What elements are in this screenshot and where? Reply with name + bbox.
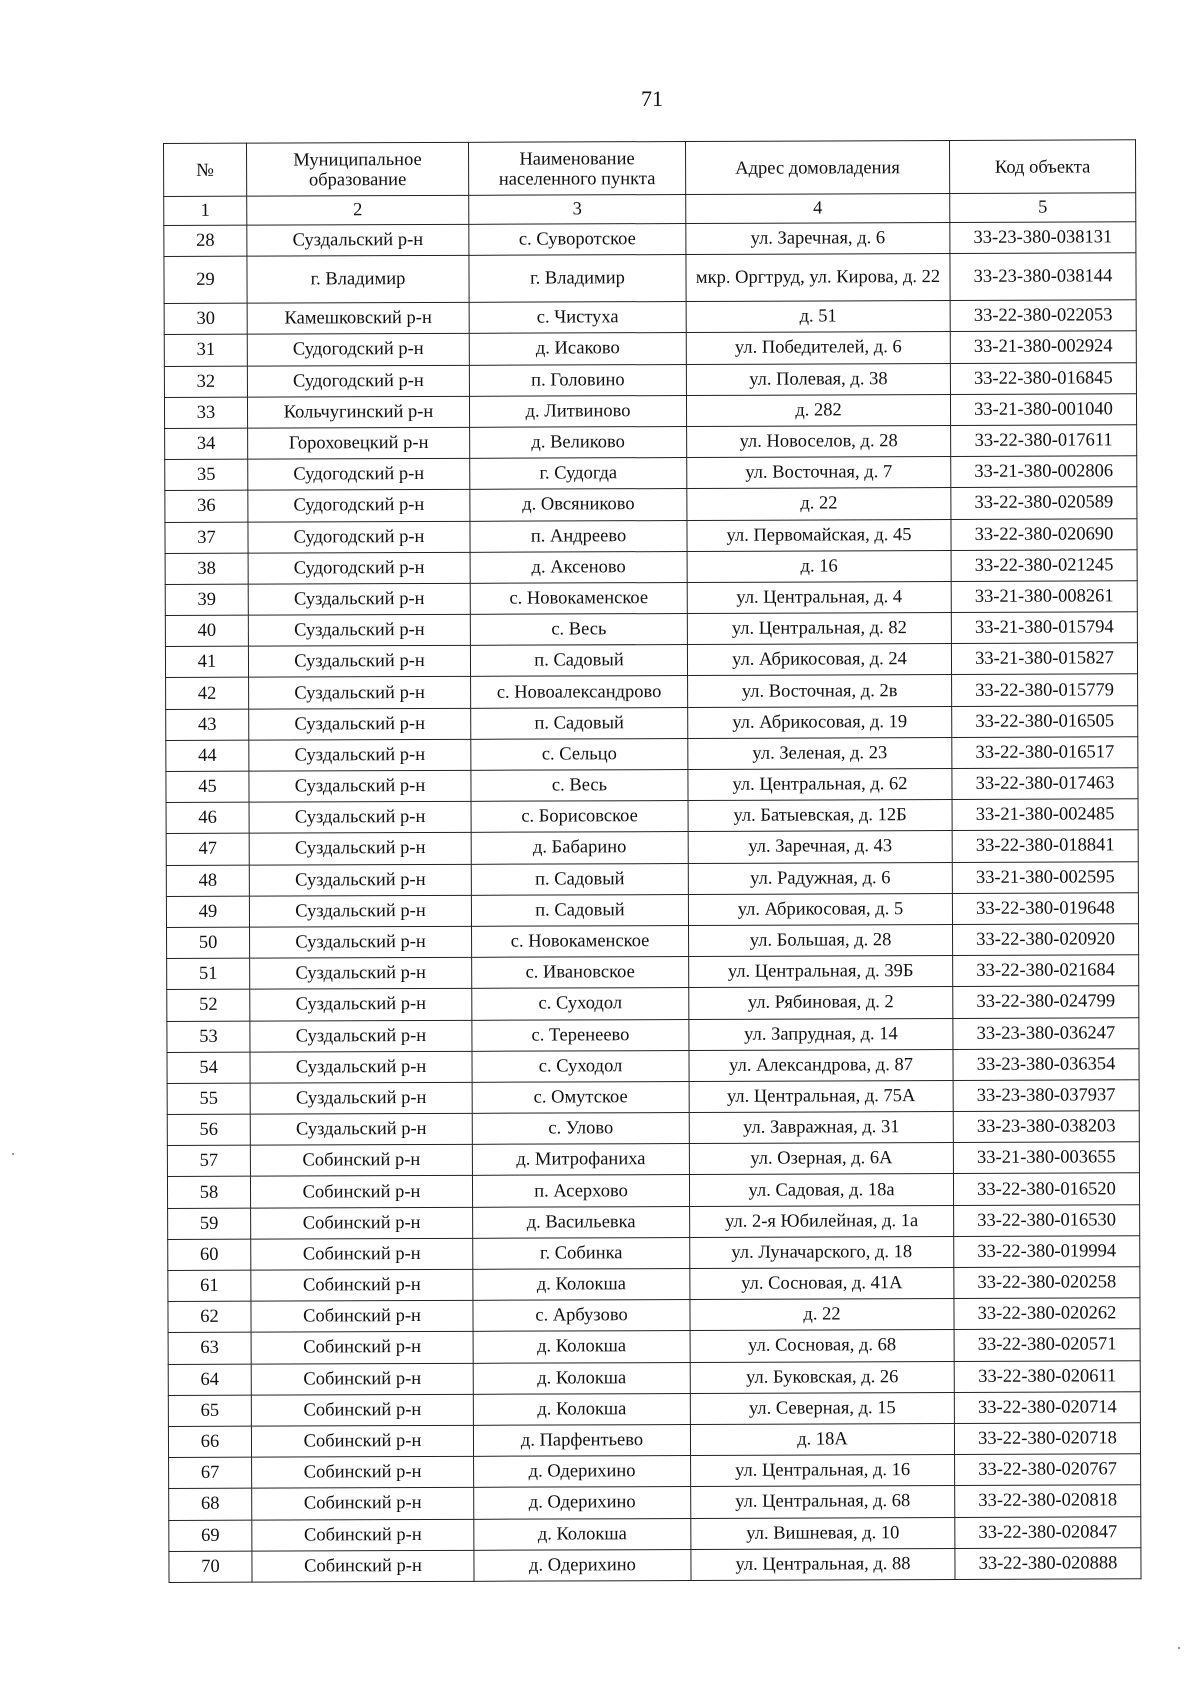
table-row — [169, 1485, 1141, 1520]
object-code-cell: 33-22-380-020818 — [955, 1485, 1141, 1517]
municipality-cell: Собинский р-н — [252, 1550, 474, 1582]
settlement-cell: д. Литвиново — [469, 395, 686, 427]
address-cell: ул. Радужная, д. 6 — [688, 862, 952, 894]
settlement-cell: д. Бабарино — [471, 832, 688, 864]
table-row — [164, 253, 1136, 304]
settlement-cell: п. Садовый — [471, 707, 688, 739]
table-row — [166, 799, 1138, 834]
settlement-cell: с. Ивановское — [472, 957, 689, 989]
row-number: 53 — [167, 1021, 250, 1053]
object-code-cell: 33-23-380-038144 — [950, 253, 1136, 301]
address-cell: ул. Завражная, д. 31 — [689, 1112, 953, 1144]
column-numbering-row — [164, 193, 1136, 226]
address-cell: ул. Центральная, д. 4 — [687, 581, 951, 613]
address-cell: ул. Восточная, д. 7 — [687, 457, 951, 489]
address-cell: ул. Победителей, д. 6 — [686, 332, 950, 364]
municipality-cell: Суздальский р-н — [249, 895, 471, 927]
municipality-cell: Суздальский р-н — [250, 1082, 472, 1114]
row-number: 30 — [164, 303, 247, 335]
table-row — [168, 1236, 1140, 1271]
table-row — [168, 1267, 1140, 1302]
object-code-cell: 33-22-380-021684 — [953, 955, 1139, 987]
municipality-cell: Собинский р-н — [251, 1394, 473, 1426]
row-number: 50 — [167, 927, 250, 959]
address-cell: ул. Рябиновая, д. 2 — [689, 987, 953, 1019]
table-row — [165, 518, 1137, 553]
object-code-cell: 33-22-380-016845 — [950, 362, 1136, 394]
settlement-cell: г. Судогда — [470, 458, 687, 490]
address-cell: мкр. Оргтруд, ул. Кирова, д. 22 — [686, 254, 950, 302]
table-row — [165, 581, 1137, 616]
row-number: 63 — [168, 1333, 251, 1365]
municipality-cell: Судогодский р-н — [247, 334, 469, 366]
address-cell: ул. Центральная, д. 68 — [691, 1486, 955, 1518]
document-sheet — [163, 139, 1141, 1583]
header-settlement: Наименование населенного пункта — [468, 141, 685, 195]
settlement-cell: с. Новокаменское — [470, 582, 687, 614]
municipality-cell: Суздальский р-н — [249, 864, 471, 896]
header-municipality: Муниципальное образование — [247, 142, 469, 196]
municipality-cell: Суздальский р-н — [248, 583, 470, 615]
table-row — [166, 861, 1138, 896]
row-number: 61 — [168, 1270, 251, 1302]
settlement-cell: с. Суворотское — [469, 223, 686, 255]
settlement-cell: с. Весь — [470, 614, 687, 646]
municipality-cell: Собинский р-н — [250, 1176, 472, 1208]
header-number: № — [164, 143, 247, 196]
municipality-cell: Собинский р-н — [251, 1238, 473, 1270]
municipality-cell: Суздальский р-н — [247, 224, 469, 256]
table-row — [167, 955, 1139, 990]
table-row — [165, 549, 1137, 584]
address-cell: ул. Александрова, д. 87 — [689, 1049, 953, 1081]
table-row — [164, 300, 1136, 335]
object-code-cell: 33-23-380-036354 — [953, 1048, 1139, 1080]
address-cell: ул. Центральная, д. 82 — [687, 613, 951, 645]
settlement-cell: п. Садовый — [470, 645, 687, 677]
settlement-cell: с. Новокаменское — [472, 925, 689, 957]
column-number: 1 — [164, 196, 247, 225]
object-code-cell: 33-22-380-020262 — [954, 1298, 1140, 1330]
object-code-cell: 33-22-380-016530 — [954, 1204, 1140, 1236]
households-table — [163, 139, 1142, 1583]
header-address: Адрес домовладения — [685, 140, 949, 194]
object-code-cell: 33-21-380-002924 — [950, 331, 1136, 363]
table-row — [168, 1329, 1140, 1364]
settlement-cell: д. Колокша — [474, 1518, 691, 1550]
settlement-cell: д. Одерихино — [474, 1456, 691, 1488]
settlement-cell: д. Исаково — [469, 333, 686, 365]
row-number: 28 — [164, 225, 247, 257]
row-number: 57 — [167, 1145, 250, 1177]
municipality-cell: Собинский р-н — [251, 1207, 473, 1239]
address-cell: ул. Заречная, д. 43 — [688, 831, 952, 863]
object-code-cell: 33-22-380-020718 — [954, 1423, 1140, 1455]
settlement-cell: г. Владимир — [469, 255, 686, 303]
object-code-cell: 33-22-380-022053 — [950, 300, 1136, 332]
table-row — [167, 1111, 1139, 1146]
settlement-cell: с. Омутское — [472, 1081, 689, 1113]
settlement-cell: г. Собинка — [473, 1237, 690, 1269]
table-row — [168, 1204, 1140, 1239]
row-number: 66 — [168, 1426, 251, 1458]
table-row — [169, 1547, 1141, 1582]
table-row — [165, 456, 1137, 491]
object-code-cell: 33-22-380-020888 — [955, 1547, 1141, 1579]
municipality-cell: Судогодский р-н — [248, 521, 470, 553]
address-cell: ул. Озерная, д. 6А — [689, 1143, 953, 1175]
address-cell: ул. Батыевская, д. 12Б — [688, 800, 952, 832]
table-row — [167, 924, 1139, 959]
object-code-cell: 33-21-380-015794 — [951, 612, 1137, 644]
settlement-cell: д. Одерихино — [474, 1549, 691, 1581]
settlement-cell: д. Колокша — [473, 1268, 690, 1300]
municipality-cell: Собинский р-н — [251, 1363, 473, 1395]
settlement-cell: д. Васильевка — [473, 1206, 690, 1238]
table-row — [168, 1423, 1140, 1458]
row-number: 43 — [166, 709, 249, 741]
row-number: 51 — [167, 958, 250, 990]
object-code-cell: 33-22-380-018841 — [952, 830, 1138, 862]
row-number: 39 — [165, 584, 248, 616]
municipality-cell: Суздальский р-н — [249, 802, 471, 834]
row-number: 62 — [168, 1301, 251, 1333]
row-number: 33 — [164, 397, 247, 429]
settlement-cell: с. Арбузово — [473, 1300, 690, 1332]
row-number: 49 — [166, 896, 249, 928]
object-code-cell: 33-22-380-020571 — [954, 1329, 1140, 1361]
settlement-cell: д. Колокша — [473, 1393, 690, 1425]
address-cell: ул. Садовая, д. 18а — [689, 1174, 953, 1206]
row-number: 34 — [165, 428, 248, 460]
page-number: 71 — [641, 86, 663, 111]
header-row — [164, 140, 1136, 197]
settlement-cell: с. Суходол — [472, 1050, 689, 1082]
object-code-cell: 33-22-380-019648 — [952, 893, 1138, 925]
object-code-cell: 33-22-380-020611 — [954, 1360, 1140, 1392]
municipality-cell: Суздальский р-н — [248, 646, 470, 678]
scan-speck — [12, 1153, 14, 1155]
row-number: 41 — [165, 646, 248, 678]
municipality-cell: Собинский р-н — [250, 1145, 472, 1177]
row-number: 60 — [168, 1239, 251, 1271]
municipality-cell: Судогодский р-н — [248, 490, 470, 522]
table-row — [168, 1392, 1140, 1427]
settlement-cell: д. Митрофаниха — [472, 1144, 689, 1176]
table-header — [164, 140, 1136, 226]
table-row — [164, 331, 1136, 366]
settlement-cell: д. Парфентьево — [473, 1424, 690, 1456]
address-cell: д. 18А — [690, 1423, 954, 1455]
municipality-cell: Суздальский р-н — [248, 614, 470, 646]
table-row — [168, 1298, 1140, 1333]
municipality-cell: Судогодский р-н — [248, 458, 470, 490]
settlement-cell: с. Теренеево — [472, 1019, 689, 1051]
object-code-cell: 33-21-380-008261 — [951, 581, 1137, 613]
object-code-cell: 33-22-380-017463 — [952, 768, 1138, 800]
table-row — [167, 1017, 1139, 1052]
object-code-cell: 33-22-380-017611 — [951, 425, 1137, 457]
settlement-cell: с. Чистуха — [469, 302, 686, 334]
row-number: 56 — [167, 1114, 250, 1146]
municipality-cell: Собинский р-н — [251, 1301, 473, 1333]
settlement-cell: с. Новоалександрово — [471, 676, 688, 708]
table-body — [164, 222, 1141, 1583]
object-code-cell: 33-22-380-016520 — [953, 1173, 1139, 1205]
address-cell: д. 16 — [687, 550, 951, 582]
row-number: 58 — [167, 1177, 250, 1209]
municipality-cell: Суздальский р-н — [249, 677, 471, 709]
address-cell: ул. Центральная, д. 75А — [689, 1080, 953, 1112]
object-code-cell: 33-21-380-002806 — [951, 456, 1137, 488]
settlement-cell: д. Колокша — [473, 1331, 690, 1363]
table-row — [167, 1173, 1139, 1208]
table-row — [166, 768, 1138, 803]
object-code-cell: 33-22-380-015779 — [952, 674, 1138, 706]
column-number: 4 — [686, 193, 950, 223]
object-code-cell: 33-22-380-020920 — [953, 924, 1139, 956]
settlement-cell: п. Асерхово — [472, 1175, 689, 1207]
municipality-cell: Судогодский р-н — [247, 365, 469, 397]
object-code-cell: 33-21-380-003655 — [953, 1142, 1139, 1174]
table-row — [165, 487, 1137, 522]
row-number: 59 — [168, 1208, 251, 1240]
municipality-cell: Суздальский р-н — [249, 770, 471, 802]
table-row — [166, 893, 1138, 928]
table-row — [164, 222, 1136, 257]
settlement-cell: п. Садовый — [471, 863, 688, 895]
object-code-cell: 33-21-380-002485 — [952, 799, 1138, 831]
row-number: 67 — [169, 1457, 252, 1489]
header-object-code: Код объекта — [949, 140, 1135, 194]
row-number: 46 — [166, 802, 249, 834]
address-cell: ул. Зеленая, д. 23 — [688, 737, 952, 769]
table-row — [166, 705, 1138, 740]
settlement-cell: с. Улово — [472, 1113, 689, 1145]
object-code-cell: 33-23-380-038203 — [953, 1111, 1139, 1143]
row-number: 45 — [166, 771, 249, 803]
row-number: 38 — [165, 553, 248, 585]
table-row — [164, 394, 1136, 429]
address-cell: ул. Сосновая, д. 68 — [690, 1330, 954, 1362]
table-row — [164, 362, 1136, 397]
address-cell: ул. Новоселов, д. 28 — [687, 425, 951, 457]
object-code-cell: 33-22-380-020767 — [955, 1454, 1141, 1486]
address-cell: ул. Луначарского, д. 18 — [690, 1236, 954, 1268]
address-cell: ул. Центральная, д. 62 — [688, 768, 952, 800]
row-number: 69 — [169, 1520, 252, 1552]
address-cell: ул. 2-я Юбилейная, д. 1а — [690, 1205, 954, 1237]
object-code-cell: 33-22-380-020258 — [954, 1267, 1140, 1299]
municipality-cell: Гороховецкий р-н — [248, 427, 470, 459]
address-cell: ул. Буковская, д. 26 — [690, 1361, 954, 1393]
address-cell: ул. Заречная, д. 6 — [686, 222, 950, 254]
table-row — [165, 612, 1137, 647]
object-code-cell: 33-22-380-020714 — [954, 1392, 1140, 1424]
object-code-cell: 33-22-380-021245 — [951, 549, 1137, 581]
address-cell: ул. Запрудная, д. 14 — [689, 1018, 953, 1050]
settlement-cell: п. Головино — [469, 364, 686, 396]
row-number: 31 — [164, 335, 247, 367]
address-cell: ул. Абрикосовая, д. 19 — [688, 706, 952, 738]
municipality-cell: Собинский р-н — [252, 1519, 474, 1551]
address-cell: д. 282 — [686, 394, 950, 426]
table-row — [169, 1516, 1141, 1551]
settlement-cell: д. Аксеново — [470, 551, 687, 583]
object-code-cell: 33-21-380-002595 — [952, 861, 1138, 893]
municipality-cell: Суздальский р-н — [250, 1020, 472, 1052]
municipality-cell: Суздальский р-н — [249, 708, 471, 740]
row-number: 44 — [166, 740, 249, 772]
settlement-cell: д. Колокша — [473, 1362, 690, 1394]
table-row — [167, 1080, 1139, 1115]
table-row — [166, 830, 1138, 865]
address-cell: ул. Центральная, д. 88 — [691, 1548, 955, 1580]
settlement-cell: п. Андреево — [470, 520, 687, 552]
row-number: 48 — [166, 865, 249, 897]
row-number: 37 — [165, 522, 248, 554]
object-code-cell: 33-21-380-015827 — [951, 643, 1137, 675]
address-cell: ул. Абрикосовая, д. 5 — [688, 893, 952, 925]
column-number: 5 — [950, 193, 1136, 223]
column-number: 3 — [469, 194, 686, 224]
object-code-cell: 33-22-380-020847 — [955, 1516, 1141, 1548]
row-number: 55 — [167, 1083, 250, 1115]
row-number: 64 — [168, 1364, 251, 1396]
municipality-cell: Камешковский р-н — [247, 303, 469, 335]
address-cell: ул. Центральная, д. 16 — [691, 1455, 955, 1487]
object-code-cell: 33-22-380-016505 — [952, 705, 1138, 737]
row-number: 52 — [167, 989, 250, 1021]
table-row — [165, 425, 1137, 460]
row-number: 36 — [165, 490, 248, 522]
address-cell: ул. Северная, д. 15 — [690, 1392, 954, 1424]
row-number: 40 — [165, 615, 248, 647]
settlement-cell: д. Одерихино — [474, 1487, 691, 1519]
address-cell: ул. Восточная, д. 2в — [688, 675, 952, 707]
municipality-cell: Собинский р-н — [251, 1269, 473, 1301]
address-cell: д. 51 — [686, 301, 950, 333]
municipality-cell: Суздальский р-н — [249, 739, 471, 771]
table-row — [166, 737, 1138, 772]
row-number: 47 — [166, 834, 249, 866]
table-row — [166, 674, 1138, 709]
object-code-cell: 33-22-380-019994 — [954, 1236, 1140, 1268]
object-code-cell: 33-21-380-001040 — [950, 394, 1136, 426]
scan-speck — [1178, 1647, 1180, 1649]
address-cell: ул. Вишневая, д. 10 — [691, 1517, 955, 1549]
object-code-cell: 33-22-380-020589 — [951, 487, 1137, 519]
address-cell: ул. Абрикосовая, д. 24 — [687, 644, 951, 676]
settlement-cell: с. Борисовское — [471, 801, 688, 833]
object-code-cell: 33-23-380-037937 — [953, 1080, 1139, 1112]
municipality-cell: Судогодский р-н — [248, 552, 470, 584]
object-code-cell: 33-22-380-016517 — [952, 737, 1138, 769]
object-code-cell: 33-23-380-038131 — [950, 222, 1136, 254]
address-cell: ул. Полевая, д. 38 — [686, 363, 950, 395]
address-cell: ул. Сосновая, д. 41А — [690, 1267, 954, 1299]
table-row — [167, 986, 1139, 1021]
address-cell: ул. Большая, д. 28 — [689, 924, 953, 956]
settlement-cell: с. Сельцо — [471, 738, 688, 770]
table-row — [168, 1360, 1140, 1395]
municipality-cell: Собинский р-н — [252, 1488, 474, 1520]
row-number: 70 — [169, 1551, 252, 1583]
row-number: 29 — [164, 256, 247, 303]
table-row — [167, 1048, 1139, 1083]
settlement-cell: д. Овсяниково — [470, 489, 687, 521]
address-cell: д. 22 — [687, 488, 951, 520]
table-row — [169, 1454, 1141, 1489]
municipality-cell: Собинский р-н — [251, 1425, 473, 1457]
settlement-cell: д. Великово — [470, 426, 687, 458]
municipality-cell: Суздальский р-н — [250, 1113, 472, 1145]
settlement-cell: с. Суходол — [472, 988, 689, 1020]
object-code-cell: 33-23-380-036247 — [953, 1017, 1139, 1049]
municipality-cell: Кольчугинский р-н — [247, 396, 469, 428]
row-number: 32 — [164, 366, 247, 398]
municipality-cell: Суздальский р-н — [250, 1051, 472, 1083]
row-number: 54 — [167, 1052, 250, 1084]
address-cell: ул. Первомайская, д. 45 — [687, 519, 951, 551]
column-number: 2 — [247, 195, 469, 225]
address-cell: д. 22 — [690, 1299, 954, 1331]
municipality-cell: Собинский р-н — [251, 1332, 473, 1364]
settlement-cell: п. Садовый — [471, 894, 688, 926]
settlement-cell: с. Весь — [471, 769, 688, 801]
table-row — [167, 1142, 1139, 1177]
municipality-cell: Суздальский р-н — [249, 833, 471, 865]
object-code-cell: 33-22-380-020690 — [951, 518, 1137, 550]
row-number: 68 — [169, 1488, 252, 1520]
row-number: 35 — [165, 459, 248, 491]
municipality-cell: Собинский р-н — [252, 1456, 474, 1488]
row-number: 42 — [166, 678, 249, 710]
municipality-cell: Суздальский р-н — [250, 989, 472, 1021]
address-cell: ул. Центральная, д. 39Б — [689, 956, 953, 988]
row-number: 65 — [168, 1395, 251, 1427]
municipality-cell: г. Владимир — [247, 256, 469, 304]
municipality-cell: Суздальский р-н — [250, 957, 472, 989]
table-row — [165, 643, 1137, 678]
municipality-cell: Суздальский р-н — [250, 926, 472, 958]
object-code-cell: 33-22-380-024799 — [953, 986, 1139, 1018]
